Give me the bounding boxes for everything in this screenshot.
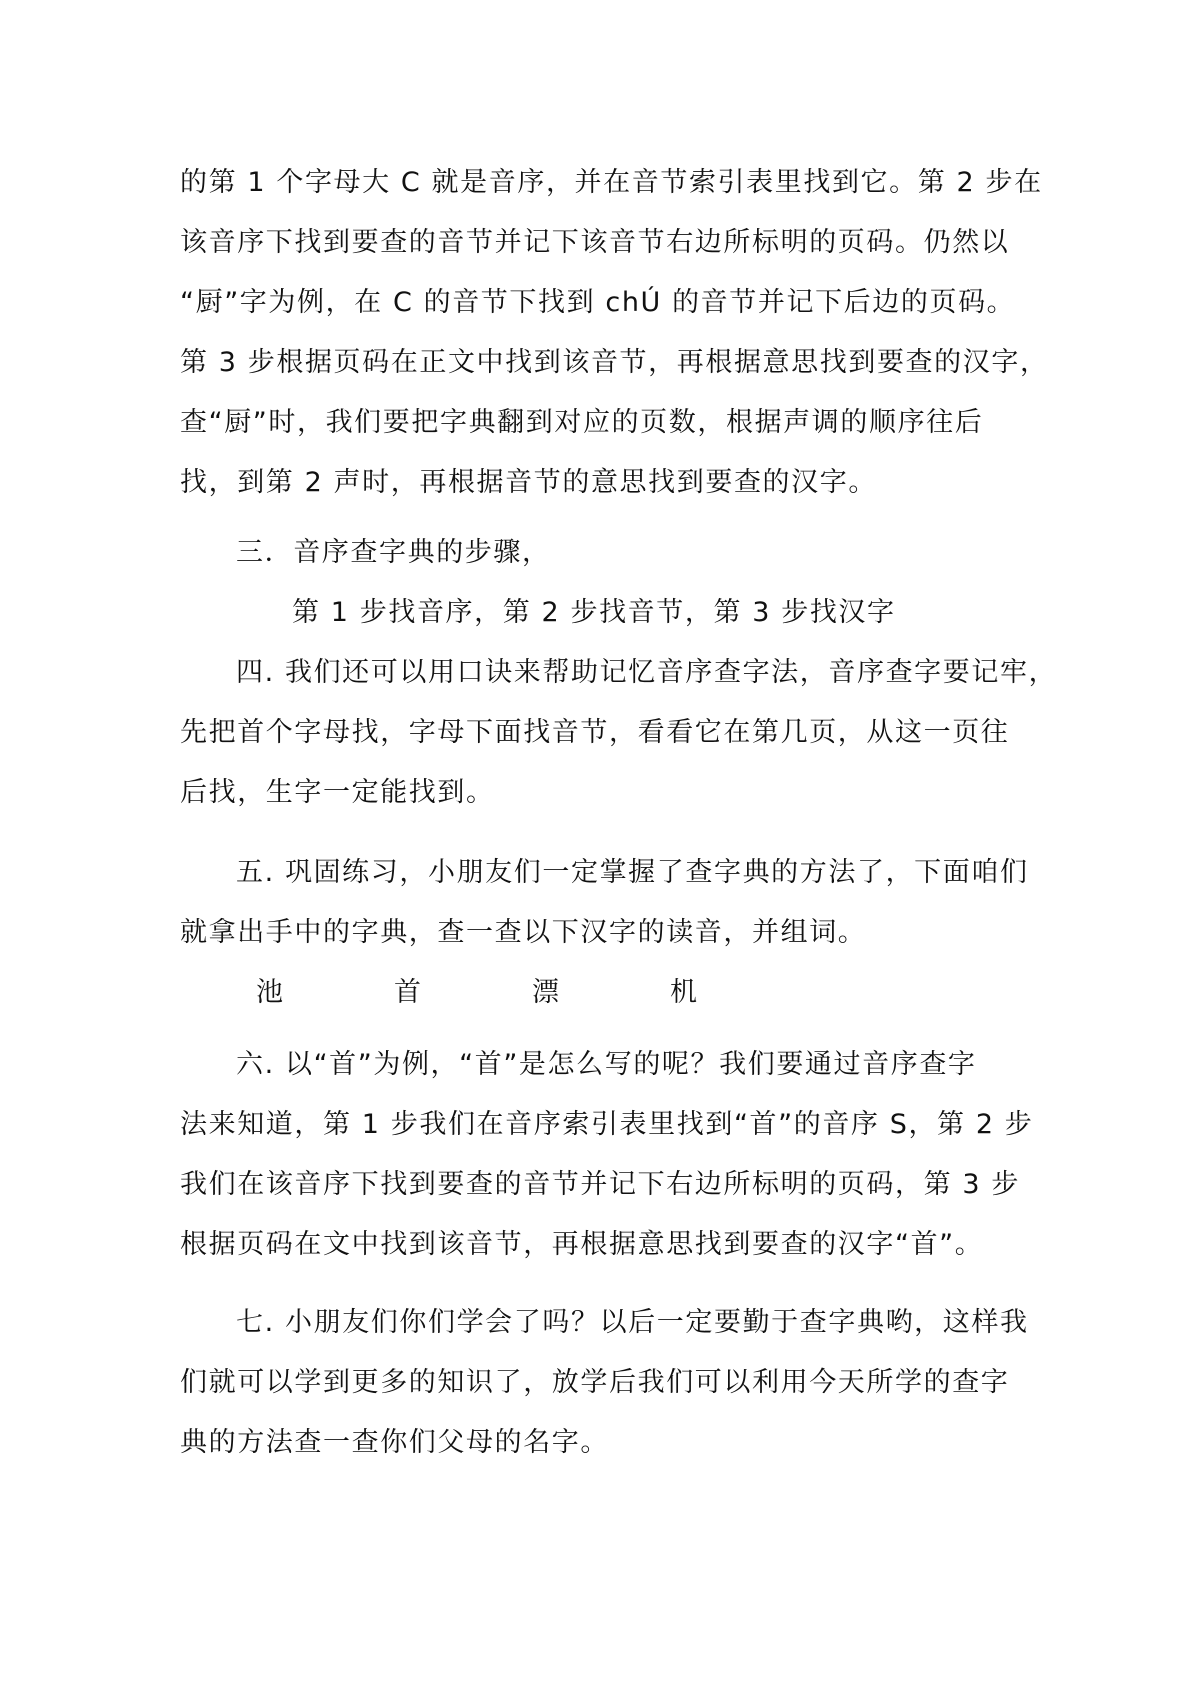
- section-6-line: 六. 以“首”为例，“首”是怎么写的呢？我们要通过音序查字: [236, 1049, 977, 1080]
- practice-char: 漂: [532, 977, 559, 1008]
- text-line: 的第 1 个字母大 C 就是音序，并在音节索引表里找到它。第 2 步在: [180, 167, 1043, 198]
- section-7-line: 七. 小朋友们你们学会了吗？以后一定要勤于查字典哟，这样我: [236, 1307, 1029, 1338]
- text-line: “厨”字为例，在 C 的音节下找到 chÚ 的音节并记下后边的页码。: [180, 287, 1016, 318]
- text-line: 先把首个字母找，字母下面找音节，看看它在第几页，从这一页往: [180, 717, 1010, 748]
- practice-char: 首: [394, 977, 421, 1008]
- text-line: 根据页码在文中找到该音节，再根据意思找到要查的汉字“首”。: [180, 1229, 984, 1260]
- text-line: 典的方法查一查你们父母的名字。: [180, 1427, 609, 1458]
- text-line: 们就可以学到更多的知识了，放学后我们可以利用今天所学的查字: [180, 1367, 1010, 1398]
- practice-characters: [180, 976, 780, 1016]
- practice-char: 机: [670, 977, 697, 1008]
- section-5-line: 五. 巩固练习，小朋友们一定掌握了查字典的方法了，下面咱们: [236, 857, 1029, 888]
- text-line: 我们在该音序下找到要查的音节并记下右边所标明的页码，第 3 步: [180, 1169, 1020, 1200]
- text-line: 后找，生字一定能找到。: [180, 777, 495, 808]
- section-4-line: 四. 我们还可以用口诀来帮助记忆音序查字法，音序查字要记牢，: [236, 657, 1058, 688]
- text-line: 法来知道，第 1 步我们在音序索引表里找到“首”的音序 S，第 2 步: [180, 1109, 1034, 1140]
- text-line: 查“厨”时，我们要把字典翻到对应的页数，根据声调的顺序往后: [180, 407, 984, 438]
- section-heading-3: 三．音序查字典的步骤，: [236, 537, 551, 568]
- text-line: 就拿出手中的字典，查一查以下汉字的读音，并组词。: [180, 917, 867, 948]
- practice-char: 池: [256, 977, 283, 1008]
- text-line: 第 3 步根据页码在正文中找到该音节，再根据意思找到要查的汉字，: [180, 347, 1049, 378]
- text-line: 该音序下找到要查的音节并记下该音节右边所标明的页码。仍然以: [180, 227, 1010, 258]
- steps-summary: 第 1 步找音序，第 2 步找音节，第 3 步找汉字: [292, 597, 896, 628]
- text-line: 找，到第 2 声时，再根据音节的意思找到要查的汉字。: [180, 467, 877, 498]
